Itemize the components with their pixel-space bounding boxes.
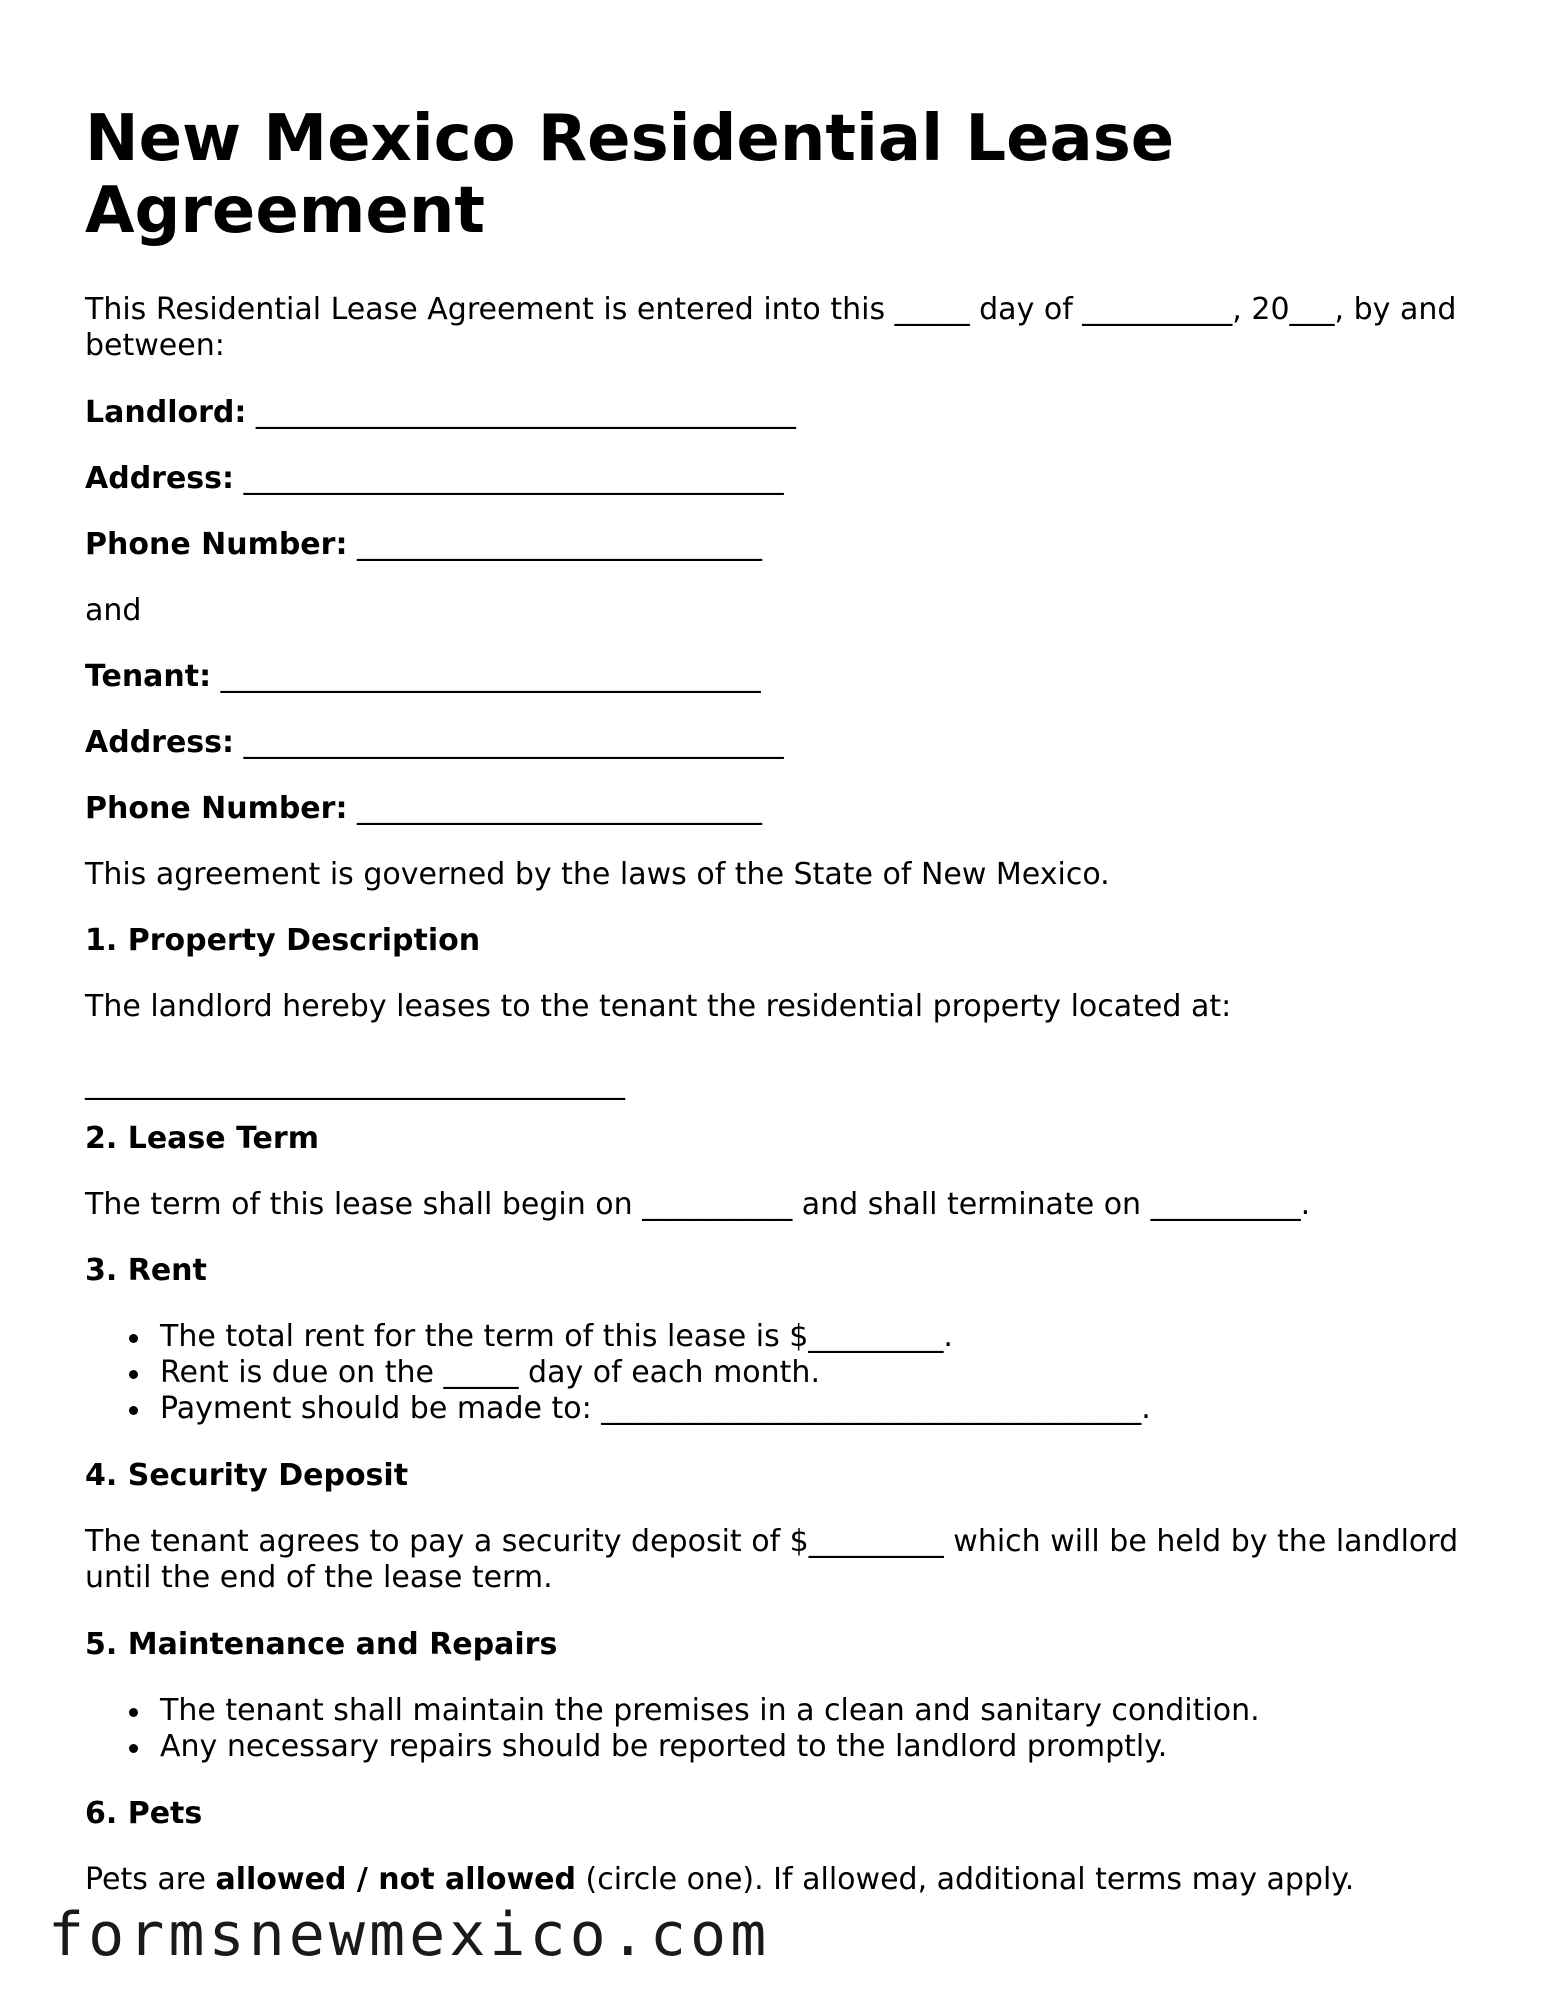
list-item: The tenant shall maintain the premises in a clean and sanitary condition. — [85, 1693, 1260, 1729]
pets-text — [85, 1862, 1354, 1898]
and-text: and — [85, 593, 142, 628]
landlord-address-line — [85, 461, 784, 497]
property-text: The landlord hereby leases to the tenant the residential property located at: — [85, 989, 1232, 1024]
deposit-text: The tenant agrees to pay a security deposit of $_________ which will be held by the landlord until the end of the lease term. — [85, 1524, 1459, 1595]
landlord-phone-blank[interactable]: ___________________________ — [357, 527, 762, 562]
landlord-phone-line — [85, 527, 762, 563]
rent-list — [85, 1319, 1151, 1427]
tenant-name-blank[interactable]: ____________________________________ — [220, 659, 761, 694]
pets-slash: / — [346, 1862, 379, 1897]
landlord-name-label: Landlord: — [85, 395, 247, 430]
tenant-phone-label: Phone Number: — [85, 791, 348, 826]
tenant-address-label: Address: — [85, 725, 235, 760]
governing-law-text: This agreement is governed by the laws of the State of New Mexico. — [85, 857, 1110, 892]
section-heading-deposit: 4. Security Deposit — [85, 1458, 409, 1493]
pets-prefix: Pets are — [85, 1862, 216, 1897]
section-heading-maintenance: 5. Maintenance and Repairs — [85, 1627, 558, 1662]
landlord-phone-label: Phone Number: — [85, 527, 348, 562]
list-item: The total rent for the term of this lease is $_________. — [85, 1319, 1151, 1355]
section-heading-property: 1. Property Description — [85, 923, 481, 958]
property-address-blank[interactable]: ____________________________________ — [85, 1066, 625, 1101]
tenant-name-label: Tenant: — [85, 659, 212, 694]
tenant-address-line — [85, 725, 784, 761]
pets-suffix: (circle one). If allowed, additional terms may apply. — [576, 1862, 1355, 1897]
intro-paragraph: This Residential Lease Agreement is entered into this _____ day of __________, 20___, by and between: — [85, 292, 1457, 363]
landlord-address-blank[interactable]: ____________________________________ — [243, 461, 784, 496]
section-heading-term: 2. Lease Term — [85, 1121, 319, 1156]
maintenance-list — [85, 1693, 1260, 1765]
tenant-name-line — [85, 659, 761, 695]
tenant-address-blank[interactable]: ____________________________________ — [243, 725, 784, 760]
pets-not-allowed-option[interactable]: not allowed — [378, 1862, 577, 1897]
tenant-phone-line — [85, 791, 762, 827]
list-item: Any necessary repairs should be reported to the landlord promptly. — [85, 1729, 1260, 1765]
document-title: New Mexico Residential Lease Agreement — [85, 102, 1175, 248]
landlord-name-line — [85, 395, 796, 431]
section-heading-rent: 3. Rent — [85, 1253, 207, 1288]
list-item: Rent is due on the _____ day of each month. — [85, 1355, 1151, 1391]
landlord-address-label: Address: — [85, 461, 235, 496]
list-item: Payment should be made to: ____________________________________. — [85, 1391, 1151, 1427]
site-watermark: formsnewmexico.com — [48, 1900, 771, 1970]
pets-allowed-option[interactable]: allowed — [215, 1862, 347, 1897]
tenant-phone-blank[interactable]: ___________________________ — [357, 791, 762, 826]
section-heading-pets: 6. Pets — [85, 1796, 203, 1831]
term-text: The term of this lease shall begin on __________ and shall terminate on __________. — [85, 1187, 1311, 1222]
landlord-name-blank[interactable]: ____________________________________ — [255, 395, 796, 430]
